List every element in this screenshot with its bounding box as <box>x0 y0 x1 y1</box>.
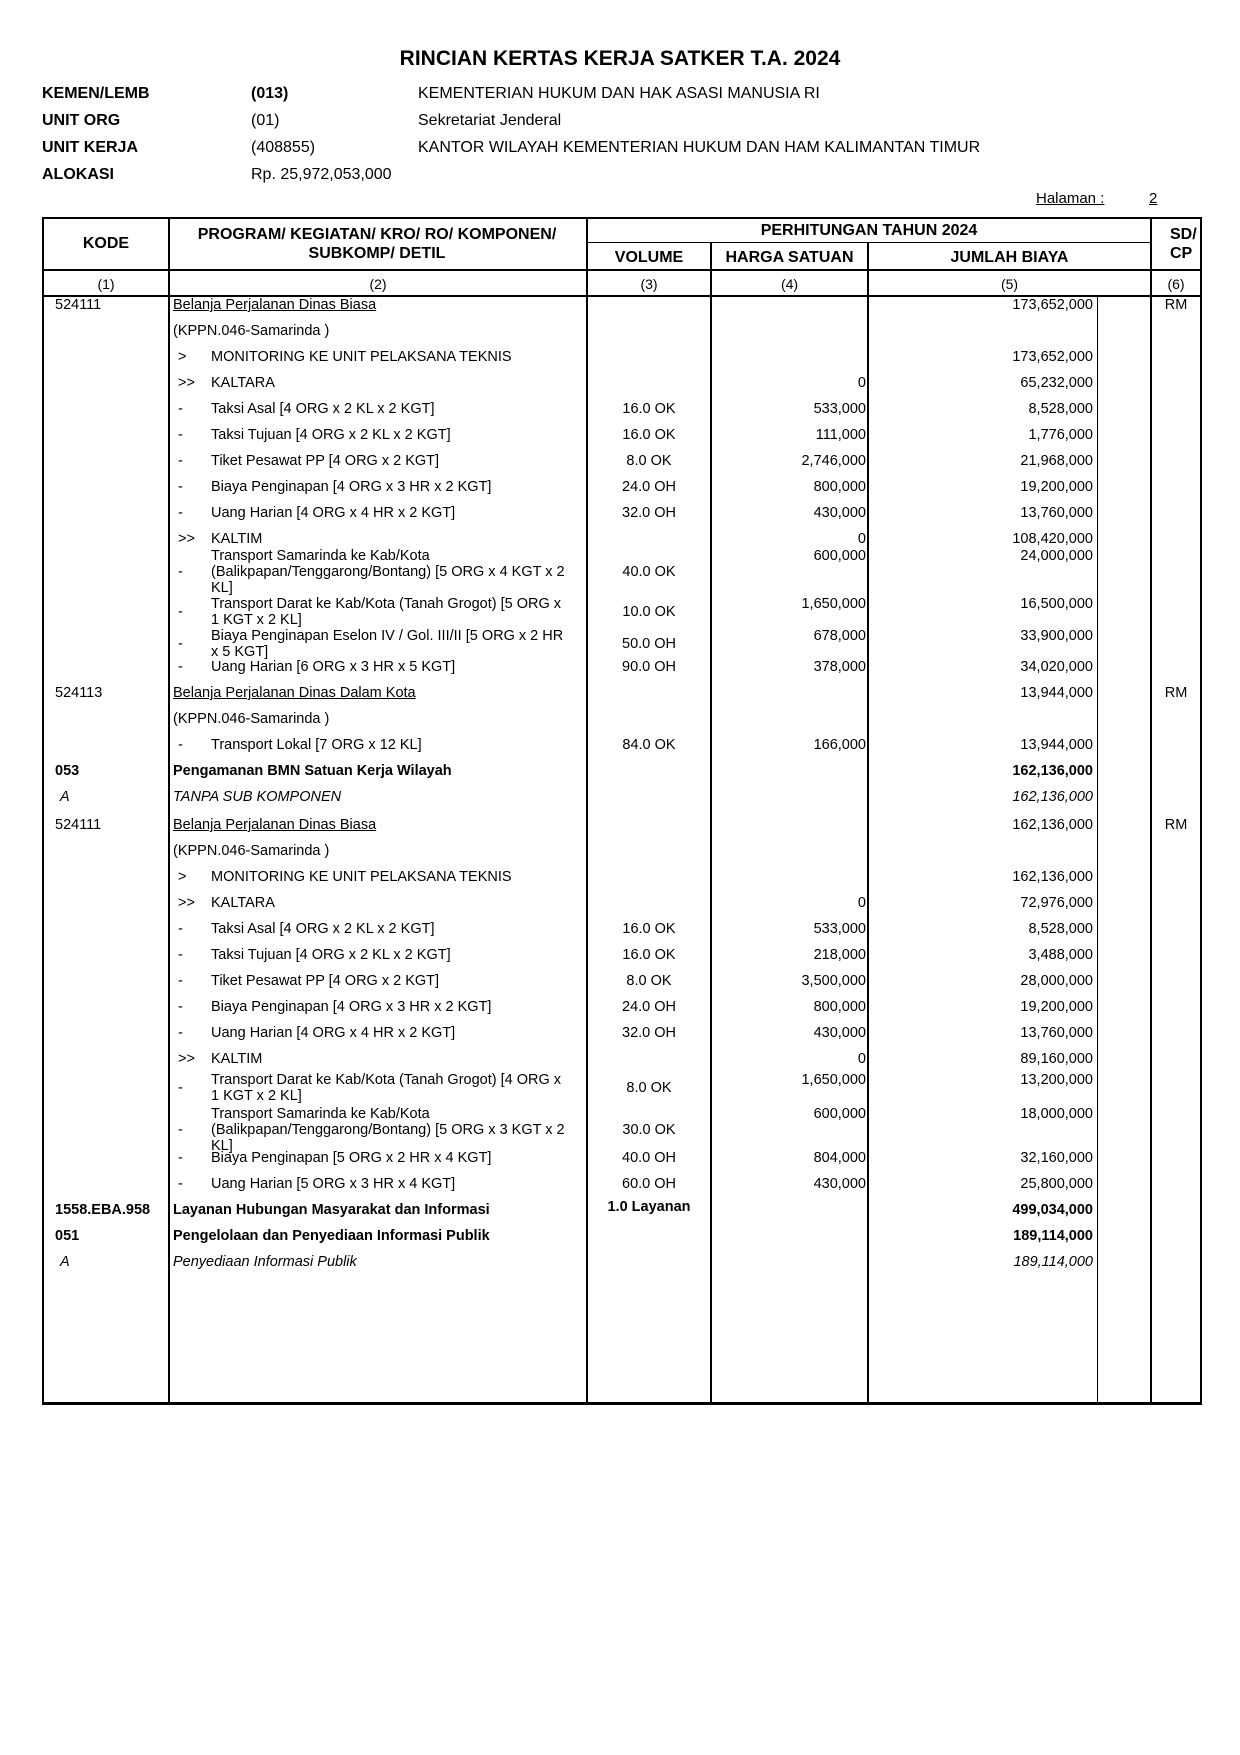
detail-text: Taksi Asal [4 ORG x 2 KL x 2 KGT] <box>211 401 435 417</box>
jumlah-cell: 8,528,000 <box>1028 921 1093 937</box>
harga-cell: 600,000 <box>813 548 866 564</box>
jumlah-cell: 24,000,000 <box>1020 548 1093 564</box>
level-marker: - <box>178 479 183 495</box>
harga-cell: 111,000 <box>815 427 866 443</box>
program-text: (KPPN.046-Samarinda ) <box>173 843 330 859</box>
volume-cell: 24.0 OH <box>622 479 676 495</box>
kode-cell: 524113 <box>55 685 103 701</box>
col-harga-header: HARGA SATUAN <box>725 249 854 266</box>
volume-cell: 84.0 OK <box>622 737 676 753</box>
level-marker: - <box>178 1122 183 1138</box>
kode-cell: A <box>60 1254 70 1270</box>
header-label: UNIT ORG <box>42 112 121 129</box>
header-value: KANTOR WILAYAH KEMENTERIAN HUKUM DAN HAM KALIMANTAN TIMUR <box>418 139 981 156</box>
kode-cell: 524111 <box>55 817 102 833</box>
header-value: KEMENTERIAN HUKUM DAN HAK ASASI MANUSIA RI <box>418 85 820 102</box>
kode-cell: A <box>60 789 70 805</box>
col-num-5: (5) <box>1000 276 1019 292</box>
harga-cell: 1,650,000 <box>801 1072 866 1088</box>
level-marker: - <box>178 737 183 753</box>
header-code: (013) <box>251 85 289 102</box>
level-marker: >> <box>178 531 195 547</box>
level-marker: >> <box>178 895 195 911</box>
header-block <box>42 80 1142 188</box>
level-marker: - <box>178 973 183 989</box>
level-marker: - <box>178 947 183 963</box>
jumlah-cell: 65,232,000 <box>1020 375 1093 391</box>
jumlah-cell: 13,944,000 <box>1020 685 1093 701</box>
kode-cell: 053 <box>55 763 80 779</box>
kode-cell: 051 <box>55 1228 80 1244</box>
jumlah-cell: 13,200,000 <box>1020 1072 1093 1088</box>
jumlah-cell: 13,760,000 <box>1020 505 1093 521</box>
header-code: (01) <box>251 112 280 129</box>
volume-cell: 90.0 OH <box>622 659 676 675</box>
harga-cell: 430,000 <box>813 1025 866 1041</box>
program-text: Layanan Hubungan Masyarakat dan Informasi <box>173 1202 490 1218</box>
jumlah-cell: 3,488,000 <box>1028 947 1093 963</box>
volume-cell: 24.0 OH <box>622 999 676 1015</box>
jumlah-cell: 173,652,000 <box>1012 349 1093 365</box>
detail-text <box>211 628 616 660</box>
jumlah-cell: 162,136,000 <box>1012 869 1093 885</box>
sdcp-cell: RM <box>1164 297 1188 313</box>
detail-text-line: (Balikpapan/Tenggarong/Bontang) [5 ORG x 4 KGT x 2 <box>211 564 565 580</box>
kode-cell: 524111 <box>55 297 102 313</box>
level-marker: - <box>178 1176 183 1192</box>
volume-cell: 60.0 OH <box>622 1176 676 1192</box>
jumlah-cell: 162,136,000 <box>1012 763 1093 779</box>
jumlah-cell: 8,528,000 <box>1028 401 1093 417</box>
jumlah-cell: 33,900,000 <box>1020 628 1093 644</box>
detail-text: MONITORING KE UNIT PELAKSANA TEKNIS <box>211 869 512 885</box>
detail-text: Biaya Penginapan [5 ORG x 2 HR x 4 KGT] <box>211 1150 492 1166</box>
detail-text: KALTIM <box>211 1051 263 1067</box>
detail-text: Uang Harian [5 ORG x 3 HR x 4 KGT] <box>211 1176 456 1192</box>
jumlah-cell: 162,136,000 <box>1012 789 1093 805</box>
detail-text: Uang Harian [4 ORG x 4 HR x 2 KGT] <box>211 1025 456 1041</box>
detail-text-line: Biaya Penginapan Eselon IV / Gol. III/II [5 ORG x 2 HR <box>211 628 564 644</box>
level-marker: - <box>178 999 183 1015</box>
level-marker: > <box>178 869 187 885</box>
harga-cell: 1,650,000 <box>801 596 866 612</box>
harga-cell: 0 <box>857 375 866 391</box>
col-num-6: (6) <box>1167 276 1185 292</box>
jumlah-cell: 19,200,000 <box>1020 999 1093 1015</box>
harga-cell: 0 <box>857 531 866 547</box>
header-label: KEMEN/LEMB <box>42 85 150 102</box>
jumlah-cell: 189,114,000 <box>1013 1228 1093 1244</box>
harga-cell: 430,000 <box>813 1176 866 1192</box>
volume-cell: 32.0 OH <box>622 505 676 521</box>
header-row <box>42 80 1142 107</box>
jumlah-cell: 28,000,000 <box>1020 973 1093 989</box>
volume-cell: 1.0 Layanan <box>607 1199 691 1215</box>
sdcp-cell: RM <box>1164 685 1188 701</box>
program-text: Pengamanan BMN Satuan Kerja Wilayah <box>173 763 452 779</box>
harga-cell: 0 <box>857 1051 866 1067</box>
program-text: Pengelolaan dan Penyediaan Informasi Publik <box>173 1228 490 1244</box>
harga-cell: 800,000 <box>813 479 866 495</box>
volume-cell: 8.0 OK <box>626 453 672 469</box>
col-program-header: PROGRAM/ KEGIATAN/ KRO/ RO/ KOMPONEN/ SUBKOMP/ DETIL <box>197 226 557 262</box>
detail-text: Taksi Tujuan [4 ORG x 2 KL x 2 KGT] <box>211 947 451 963</box>
harga-cell: 533,000 <box>813 921 866 937</box>
harga-cell: 218,000 <box>813 947 866 963</box>
jumlah-cell: 16,500,000 <box>1020 596 1093 612</box>
harga-cell: 0 <box>857 895 866 911</box>
header-label: ALOKASI <box>42 166 114 183</box>
detail-text-line: Transport Darat ke Kab/Kota (Tanah Grogot) [5 ORG x <box>211 596 562 612</box>
detail-text-line: KL] <box>211 1138 233 1154</box>
detail-text: KALTARA <box>211 895 275 911</box>
harga-cell: 2,746,000 <box>801 453 866 469</box>
col-kode-header: KODE <box>82 235 130 252</box>
col-num-2: (2) <box>369 276 387 292</box>
program-text: Penyediaan Informasi Publik <box>173 1254 357 1270</box>
volume-cell: 40.0 OH <box>622 1150 676 1166</box>
detail-text: KALTIM <box>211 531 263 547</box>
volume-cell: 16.0 OK <box>622 401 676 417</box>
harga-cell: 3,500,000 <box>801 973 866 989</box>
detail-text: MONITORING KE UNIT PELAKSANA TEKNIS <box>211 349 512 365</box>
col-num-4: (4) <box>780 276 799 292</box>
jumlah-cell: 18,000,000 <box>1020 1106 1093 1122</box>
page-indicator <box>1036 190 1158 207</box>
harga-cell: 430,000 <box>813 505 866 521</box>
header-row <box>42 161 1142 188</box>
detail-text: Biaya Penginapan [4 ORG x 3 HR x 2 KGT] <box>211 479 492 495</box>
detail-text: Tiket Pesawat PP [4 ORG x 2 KGT] <box>211 973 440 989</box>
harga-cell: 678,000 <box>813 628 866 644</box>
budget-table <box>42 217 1202 1404</box>
program-text: Belanja Perjalanan Dinas Biasa <box>173 297 377 313</box>
col-num-1: (1) <box>97 276 115 292</box>
detail-text-line: 1 KGT x 2 KL] <box>211 612 302 628</box>
document-title: RINCIAN KERTAS KERJA SATKER T.A. 2024 <box>399 47 841 70</box>
level-marker: - <box>178 453 183 469</box>
detail-text-line: KL] <box>211 580 233 596</box>
page-number: 2 <box>1149 190 1158 207</box>
detail-text: KALTARA <box>211 375 275 391</box>
volume-cell: 30.0 OK <box>622 1122 676 1138</box>
harga-cell: 804,000 <box>813 1150 866 1166</box>
col-volume-header: VOLUME <box>614 249 684 266</box>
jumlah-cell: 1,776,000 <box>1028 427 1093 443</box>
detail-text-line: (Balikpapan/Tenggarong/Bontang) [5 ORG x 3 KGT x 2 <box>211 1122 565 1138</box>
volume-cell: 16.0 OK <box>622 427 676 443</box>
volume-cell: 8.0 OK <box>626 1080 672 1096</box>
jumlah-cell: 162,136,000 <box>1012 817 1093 833</box>
jumlah-cell: 32,160,000 <box>1020 1150 1093 1166</box>
page-label: Halaman : <box>1036 190 1105 207</box>
detail-text-line: 1 KGT x 2 KL] <box>211 1088 302 1104</box>
col-sdcp-header: SD/ CP <box>1170 226 1197 262</box>
jumlah-cell: 21,968,000 <box>1020 453 1093 469</box>
volume-cell: 16.0 OK <box>622 921 676 937</box>
sdcp-cell: RM <box>1164 817 1188 833</box>
detail-text: Uang Harian [4 ORG x 4 HR x 2 KGT] <box>211 505 456 521</box>
header-row <box>42 134 1142 161</box>
level-marker: - <box>178 604 183 620</box>
jumlah-cell: 89,160,000 <box>1020 1051 1093 1067</box>
program-text: TANPA SUB KOMPONEN <box>173 789 342 805</box>
jumlah-cell: 13,944,000 <box>1020 737 1093 753</box>
detail-text: Uang Harian [6 ORG x 3 HR x 5 KGT] <box>211 659 456 675</box>
detail-text <box>211 1106 616 1154</box>
program-text: Belanja Perjalanan Dinas Dalam Kota <box>173 685 416 701</box>
level-marker: > <box>178 349 187 365</box>
jumlah-cell: 25,800,000 <box>1020 1176 1093 1192</box>
level-marker: - <box>178 427 183 443</box>
volume-cell: 10.0 OK <box>622 604 676 620</box>
jumlah-cell: 189,114,000 <box>1013 1254 1093 1270</box>
detail-text-line: x 5 KGT] <box>211 644 269 660</box>
detail-text: Taksi Asal [4 ORG x 2 KL x 2 KGT] <box>211 921 435 937</box>
header-code: (408855) <box>251 139 316 156</box>
program-text: (KPPN.046-Samarinda ) <box>173 711 330 727</box>
header-label: UNIT KERJA <box>42 139 139 156</box>
detail-text-line: Transport Darat ke Kab/Kota (Tanah Grogot) [4 ORG x <box>211 1072 562 1088</box>
level-marker: - <box>178 505 183 521</box>
detail-text-line: Transport Samarinda ke Kab/Kota <box>211 1106 430 1122</box>
volume-cell: 40.0 OK <box>622 564 676 580</box>
volume-cell: 8.0 OK <box>626 973 672 989</box>
level-marker: >> <box>178 375 195 391</box>
detail-text-line: Transport Samarinda ke Kab/Kota <box>211 548 430 564</box>
detail-text: Biaya Penginapan [4 ORG x 3 HR x 2 KGT] <box>211 999 492 1015</box>
program-text: Belanja Perjalanan Dinas Biasa <box>173 817 377 833</box>
level-marker: - <box>178 1150 183 1166</box>
program-text: (KPPN.046-Samarinda ) <box>173 323 330 339</box>
harga-cell: 800,000 <box>813 999 866 1015</box>
jumlah-cell: 72,976,000 <box>1020 895 1093 911</box>
kode-cell: 1558.EBA.958 <box>55 1202 151 1218</box>
detail-text <box>211 596 616 628</box>
detail-text: Tiket Pesawat PP [4 ORG x 2 KGT] <box>211 453 440 469</box>
level-marker: >> <box>178 1051 195 1067</box>
detail-text <box>211 548 616 596</box>
header-value: Sekretariat Jenderal <box>418 112 562 129</box>
harga-cell: 378,000 <box>813 659 866 675</box>
detail-text: Taksi Tujuan [4 ORG x 2 KL x 2 KGT] <box>211 427 451 443</box>
col-num-3: (3) <box>640 276 658 292</box>
level-marker: - <box>178 1025 183 1041</box>
col-perhitungan-header: PERHITUNGAN TAHUN 2024 <box>760 222 978 239</box>
volume-cell: 50.0 OH <box>622 636 676 652</box>
level-marker: - <box>178 659 183 675</box>
level-marker: - <box>178 401 183 417</box>
volume-cell: 32.0 OH <box>622 1025 676 1041</box>
volume-cell: 16.0 OK <box>622 947 676 963</box>
harga-cell: 166,000 <box>813 737 866 753</box>
header-row <box>42 107 1142 134</box>
jumlah-cell: 34,020,000 <box>1020 659 1093 675</box>
level-marker: - <box>178 564 183 580</box>
detail-text: Transport Lokal [7 ORG x 12 KL] <box>211 737 422 753</box>
col-jumlah-header: JUMLAH BIAYA <box>950 249 1069 266</box>
jumlah-cell: 173,652,000 <box>1012 297 1093 313</box>
harga-cell: 533,000 <box>813 401 866 417</box>
jumlah-cell: 19,200,000 <box>1020 479 1093 495</box>
harga-cell: 600,000 <box>813 1106 866 1122</box>
jumlah-cell: 13,760,000 <box>1020 1025 1093 1041</box>
level-marker: - <box>178 1080 183 1096</box>
jumlah-cell: 108,420,000 <box>1012 531 1093 547</box>
level-marker: - <box>178 921 183 937</box>
jumlah-cell: 499,034,000 <box>1012 1202 1093 1218</box>
level-marker: - <box>178 636 183 652</box>
header-code: Rp. 25,972,053,000 <box>251 166 392 183</box>
detail-text <box>211 1072 616 1104</box>
